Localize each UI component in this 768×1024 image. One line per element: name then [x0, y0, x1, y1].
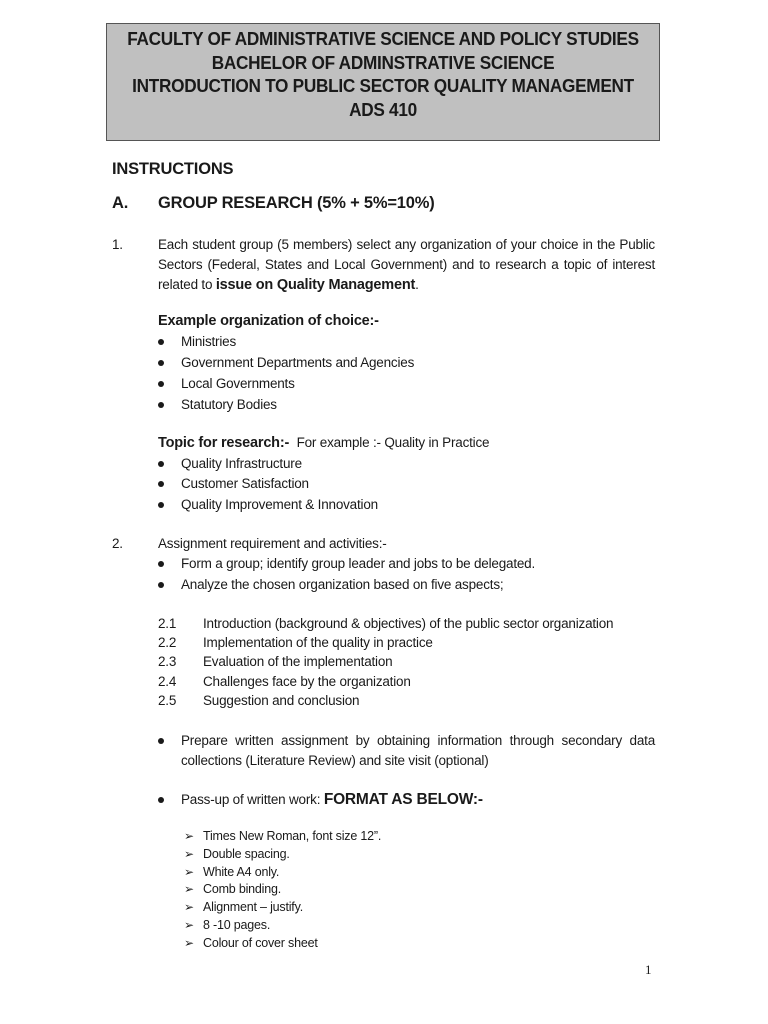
passup-text: Pass-up of written work: [181, 792, 324, 807]
format-item-text: Double spacing. [203, 847, 290, 861]
program-title: BACHELOR OF ADMINSTRATIVE SCIENCE [211, 51, 555, 73]
format-item-text: Comb binding. [203, 882, 282, 896]
bullet-icon [158, 461, 164, 467]
list-item-text: Prepare written assignment by obtaining information through secondary data collections (Literature Review) and site visit (optional) [181, 733, 655, 768]
arrow-bullet-icon: ➢ [184, 882, 194, 896]
section-a-title: GROUP RESEARCH (5% + 5%=10%) [158, 194, 435, 212]
topic-heading: Topic for research:- [158, 435, 290, 451]
arrow-bullet-icon: ➢ [184, 847, 194, 861]
bullet-icon [158, 360, 164, 366]
list-item-text: Local Governments [181, 376, 295, 391]
example-org-heading: Example organization of choice:- [158, 313, 379, 329]
format-item-text: Times New Roman, font size 12”. [203, 829, 382, 843]
bullet-icon [158, 481, 164, 487]
faculty-title: FACULTY OF ADMINISTRATIVE SCIENCE AND POLICY STUDIES [127, 28, 639, 49]
topic-example: For example :- Quality in Practice [296, 435, 490, 450]
course-code: ADS 410 [349, 98, 417, 120]
aspect-text: Introduction (background & objectives) of the public sector organization [203, 616, 614, 631]
instructions-heading: INSTRUCTIONS [112, 160, 234, 178]
list-item-text: Analyze the chosen organization based on five aspects; [181, 577, 504, 592]
item-1-paragraph [158, 235, 655, 295]
aspect-number: 2.2 [158, 635, 177, 650]
list-item-text: Customer Satisfaction [181, 476, 309, 491]
aspect-text: Challenges face by the organization [203, 674, 411, 689]
arrow-bullet-icon: ➢ [184, 829, 194, 843]
format-item-text: White A4 only. [203, 865, 280, 879]
aspect-number: 2.4 [158, 674, 177, 689]
list-item-text: Form a group; identify group leader and jobs to be delegated. [181, 556, 536, 571]
aspect-text: Suggestion and conclusion [203, 693, 360, 708]
topic-line [158, 433, 489, 453]
item-1-text: Each student group (5 members) select any organization of your choice in the Public Sectors (Federal, States and Local Government) and to research a topic of interest related to [158, 237, 655, 292]
arrow-bullet-icon: ➢ [184, 865, 194, 879]
aspect-number: 2.5 [158, 693, 177, 708]
bullet-icon [158, 797, 164, 803]
document-header [106, 23, 660, 141]
bullet-icon [158, 402, 164, 408]
arrow-bullet-icon: ➢ [184, 918, 194, 932]
bullet-icon [158, 738, 164, 744]
item-1-emphasis: issue on Quality Management [215, 277, 416, 293]
list-item-text [181, 790, 483, 810]
arrow-bullet-icon: ➢ [184, 936, 194, 950]
bullet-icon [158, 502, 164, 508]
list-item-text: Statutory Bodies [181, 397, 277, 412]
item-2-text: Assignment requirement and activities:- [158, 536, 387, 551]
format-item-text: 8 -10 pages. [203, 918, 271, 932]
list-item-text: Government Departments and Agencies [181, 355, 415, 370]
passup-format-label: FORMAT AS BELOW:- [323, 791, 483, 808]
bullet-icon [158, 582, 164, 588]
bullet-icon [158, 381, 164, 387]
item-1-number: 1. [112, 237, 123, 252]
list-item-text: Quality Improvement & Innovation [181, 497, 378, 512]
bullet-icon [158, 339, 164, 345]
course-title: INTRODUCTION TO PUBLIC SECTOR QUALITY MANAGEMENT [132, 75, 634, 96]
aspect-text: Evaluation of the implementation [203, 654, 393, 669]
item-2-number: 2. [112, 536, 123, 551]
format-item-text: Alignment – justify. [203, 900, 303, 914]
aspect-number: 2.3 [158, 654, 177, 669]
page-number: 1 [645, 962, 652, 977]
section-a-letter: A. [112, 194, 129, 212]
bullet-icon [158, 561, 164, 567]
item-1-end: . [415, 277, 419, 292]
list-item-text: Quality Infrastructure [181, 456, 302, 471]
aspect-number: 2.1 [158, 616, 177, 631]
format-item-text: Colour of cover sheet [203, 936, 318, 950]
list-item-text: Ministries [181, 334, 237, 349]
arrow-bullet-icon: ➢ [184, 900, 194, 914]
aspect-text: Implementation of the quality in practice [203, 635, 433, 650]
